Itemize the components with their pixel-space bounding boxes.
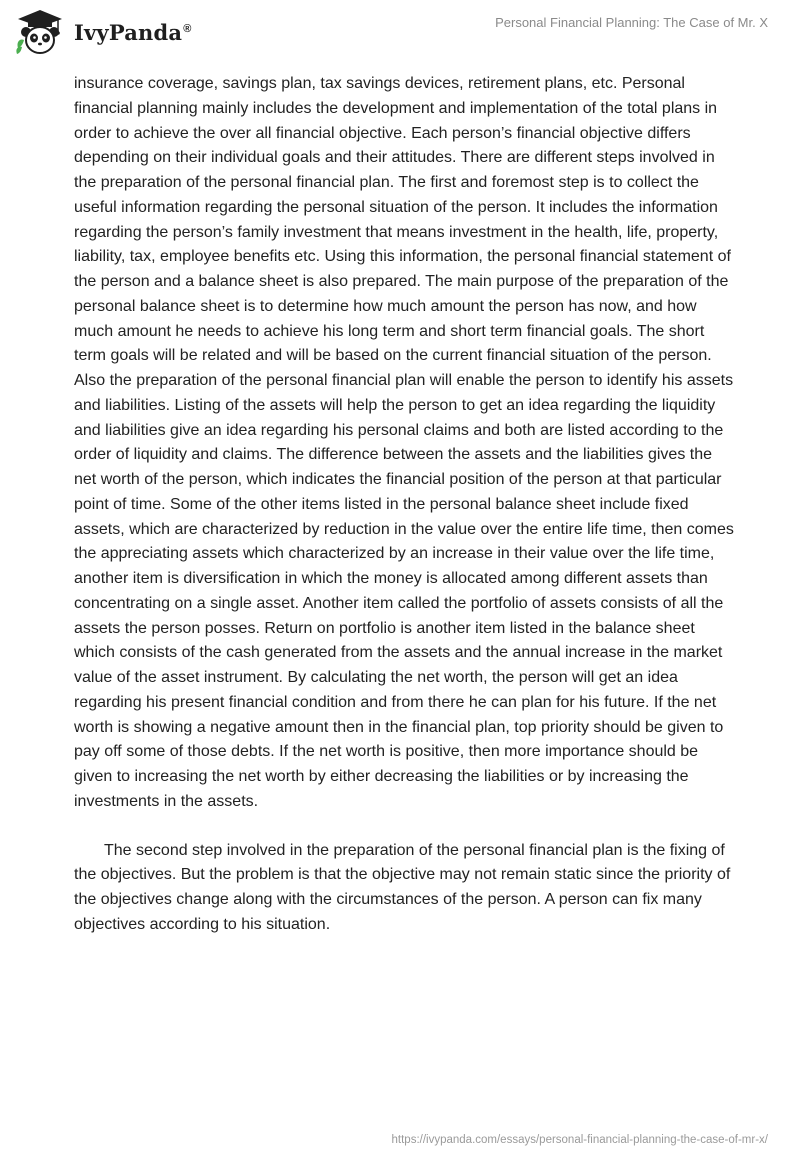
- body-paragraph: insurance coverage, savings plan, tax savings devices, retirement plans, etc. Personal financial planning mainly includes the development and implementation of the total plans in order to achieve the over all financial objective. Each person’s financial objective differs depending on their individual goals and their attitudes. There are different steps involved in the preparation of the personal financial plan. The first and foremost step is to collect the useful information regarding the personal situation of the person. It includes the information regarding the person’s family investment that means investment in the health, life, property, liability, tax, employee benefits etc. Using this information, the personal financial statement of the person and a balance sheet is also prepared. The main purpose of the preparation of the personal balance sheet is to determine how much amount the person has now, and how much amount he needs to achieve his long term and short term financial goals. The short term goals will be related and will be based on the current financial situation of the person. Also the preparation of the personal financial plan will enable the person to identify his assets and liabilities. Listing of the assets will help the person to get an idea regarding the liquidity and liabilities give an idea regarding his personal claims and both are listed according to the order of liquidity and claims. The difference between the assets and the liabilities gives the net worth of the person, which indicates the financial position of the person at that particular point of time. Some of the other items listed in the personal balance sheet include fixed assets, which are characterized by reduction in the value over the entire life time, then comes the appreciating assets which characterized by an increase in their value over the life time, another item is diversification in which the money is allocated among different assets than concentrating on a single asset. Another item called the portfolio of assets consists of all the assets the person posses. Return on portfolio is another item listed in the balance sheet which consists of the cash generated from the assets and the annual increase in the market value of the asset instrument. By calculating the net worth, the person will get an idea regarding his present financial condition and from there he can plan for his future. If the net worth is showing a negative amount then in the financial plan, top priority should be given to pay off some of those debts. If the net worth is positive, then more importance should be given to increasing the net worth by either decreasing the liabilities or by increasing the investments in the assets.: [74, 75, 734, 810]
- registered-mark: ®: [183, 22, 192, 35]
- brand-logo[interactable]: [14, 8, 192, 56]
- document-title: Personal Financial Planning: The Case of Mr. X: [495, 15, 768, 30]
- source-url[interactable]: https://ivypanda.com/essays/personal-financial-planning-the-case-of-mr-x/: [391, 1134, 768, 1146]
- body-paragraph: The second step involved in the preparation of the personal financial plan is the fixing of the objectives. But the problem is that the objective may not remain static since the priority of the objectives change along with the circumstances of the person. A person can fix many objectives according to his situation.: [74, 841, 731, 933]
- page-header: [0, 0, 800, 64]
- panda-graduate-icon: [14, 8, 66, 56]
- essay-body: [74, 72, 734, 938]
- brand-name: IvyPanda®: [74, 19, 192, 45]
